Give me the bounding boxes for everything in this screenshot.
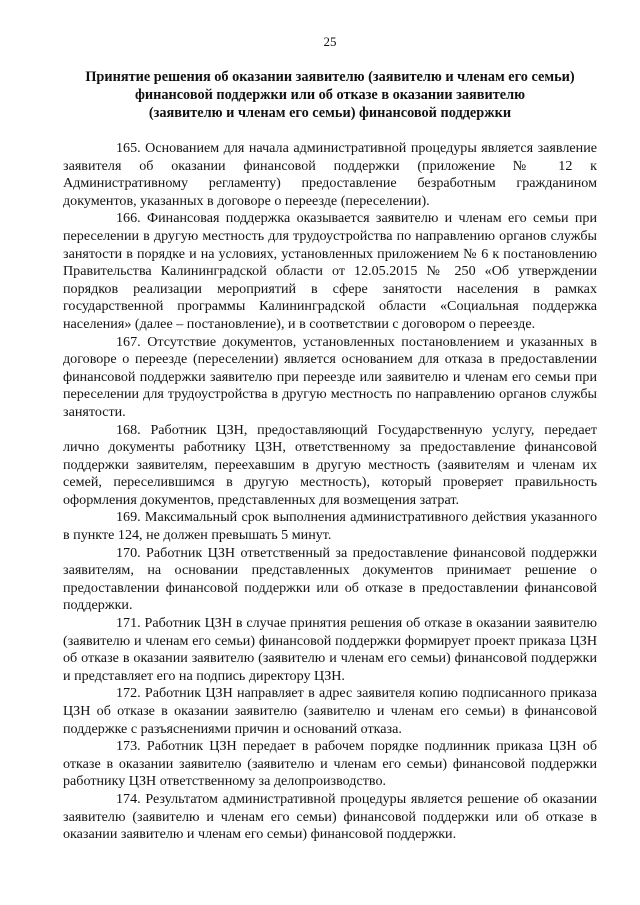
paragraph-166: 166. Финансовая поддержка оказывается заявителю и членам его семьи при переселении в другую местность для трудоустройства по направлению органов службы занятости в порядке и на условиях, установленных приложением № 6 к постановлению Правительства Калининградской области от 12.05.2015 № 250 «Об утверждении порядков реализации мероприятий в сфере занятости населения в рамках государственной программы Калининградской области «Социальная поддержка населения» (далее – постановление), и в соответствии с договором о переезде. bbox=[63, 210, 597, 332]
heading-line: (заявителю и членам его семьи) финансовой поддержки bbox=[148, 105, 512, 121]
paragraph-170: 170. Работник ЦЗН ответственный за предоставление финансовой поддержки заявителям, на основании представленных документов принимает решение о предоставлении финансовой поддержки или об отказе в предоставлении финансовой поддержки. bbox=[63, 544, 597, 614]
section-heading bbox=[63, 68, 597, 122]
paragraph-168: 168. Работник ЦЗН, предоставляющий Государственную услугу, передает лично документы работнику ЦЗН, ответственному за предоставление финансовой поддержки заявителям, переехавшим в другую местность (заявителям и членам их семей, переселившимся в другую местность), который проверяет правильность оформления документов, представленных для возмещения затрат. bbox=[63, 421, 597, 508]
heading-line: Принятие решения об оказании заявителю (заявителю и членам его семьи) bbox=[85, 69, 575, 85]
heading-line: финансовой поддержки или об отказе в оказании заявителю bbox=[134, 87, 526, 103]
page-number: 25 bbox=[323, 34, 337, 49]
paragraph-167: 167. Отсутствие документов, установленных постановлением и указанных в договоре о переезде (переселении) является основанием для отказа в предоставлении финансовой поддержки заявителю при переезде или заявителю и членам его семьи при переселении для трудоустройства в другую местность по направлению органов службы занятости. bbox=[63, 333, 597, 420]
paragraph-169: 169. Максимальный срок выполнения административного действия указанного в пункте 124, не должен превышать 5 минут. bbox=[63, 509, 597, 544]
paragraph-173: 173. Работник ЦЗН передает в рабочем порядке подлинник приказа ЦЗН об отказе в оказании заявителю (заявителю и членам его семьи) финансовой поддержки работнику ЦЗН ответственному за делопроизводство. bbox=[63, 738, 597, 790]
paragraph-174: 174. Результатом административной процедуры является решение об оказании заявителю (заявителю и членам его семьи) финансовой поддержки или об отказе в оказании заявителю и членам его семьи) финансовой поддержки. bbox=[63, 790, 597, 843]
paragraph-172: 172. Работник ЦЗН направляет в адрес заявителя копию подписанного приказа ЦЗН об отказе в оказании заявителю (заявителю и членам его семьи) в финансовой поддержке с разъяснениями причин и оснований отказа. bbox=[63, 685, 597, 737]
paragraph-165: 165. Основанием для начала административной процедуры является заявление заявителя об оказании финансовой поддержки (приложение № 12 к Административному регламенту) предоставление безработным гражданином документов, указанных в договоре о переезде (переселении). bbox=[63, 140, 597, 209]
document-page bbox=[63, 34, 597, 844]
document-body bbox=[63, 140, 597, 844]
paragraph-171: 171. Работник ЦЗН в случае принятия решения об отказе в оказании заявителю (заявителю и членам его семьи) финансовой поддержки формирует проект приказа ЦЗН об отказе в оказании заявителю (заявителю и членам его семьи) финансовой поддержки и представляет его на подпись директору ЦЗН. bbox=[63, 615, 597, 684]
